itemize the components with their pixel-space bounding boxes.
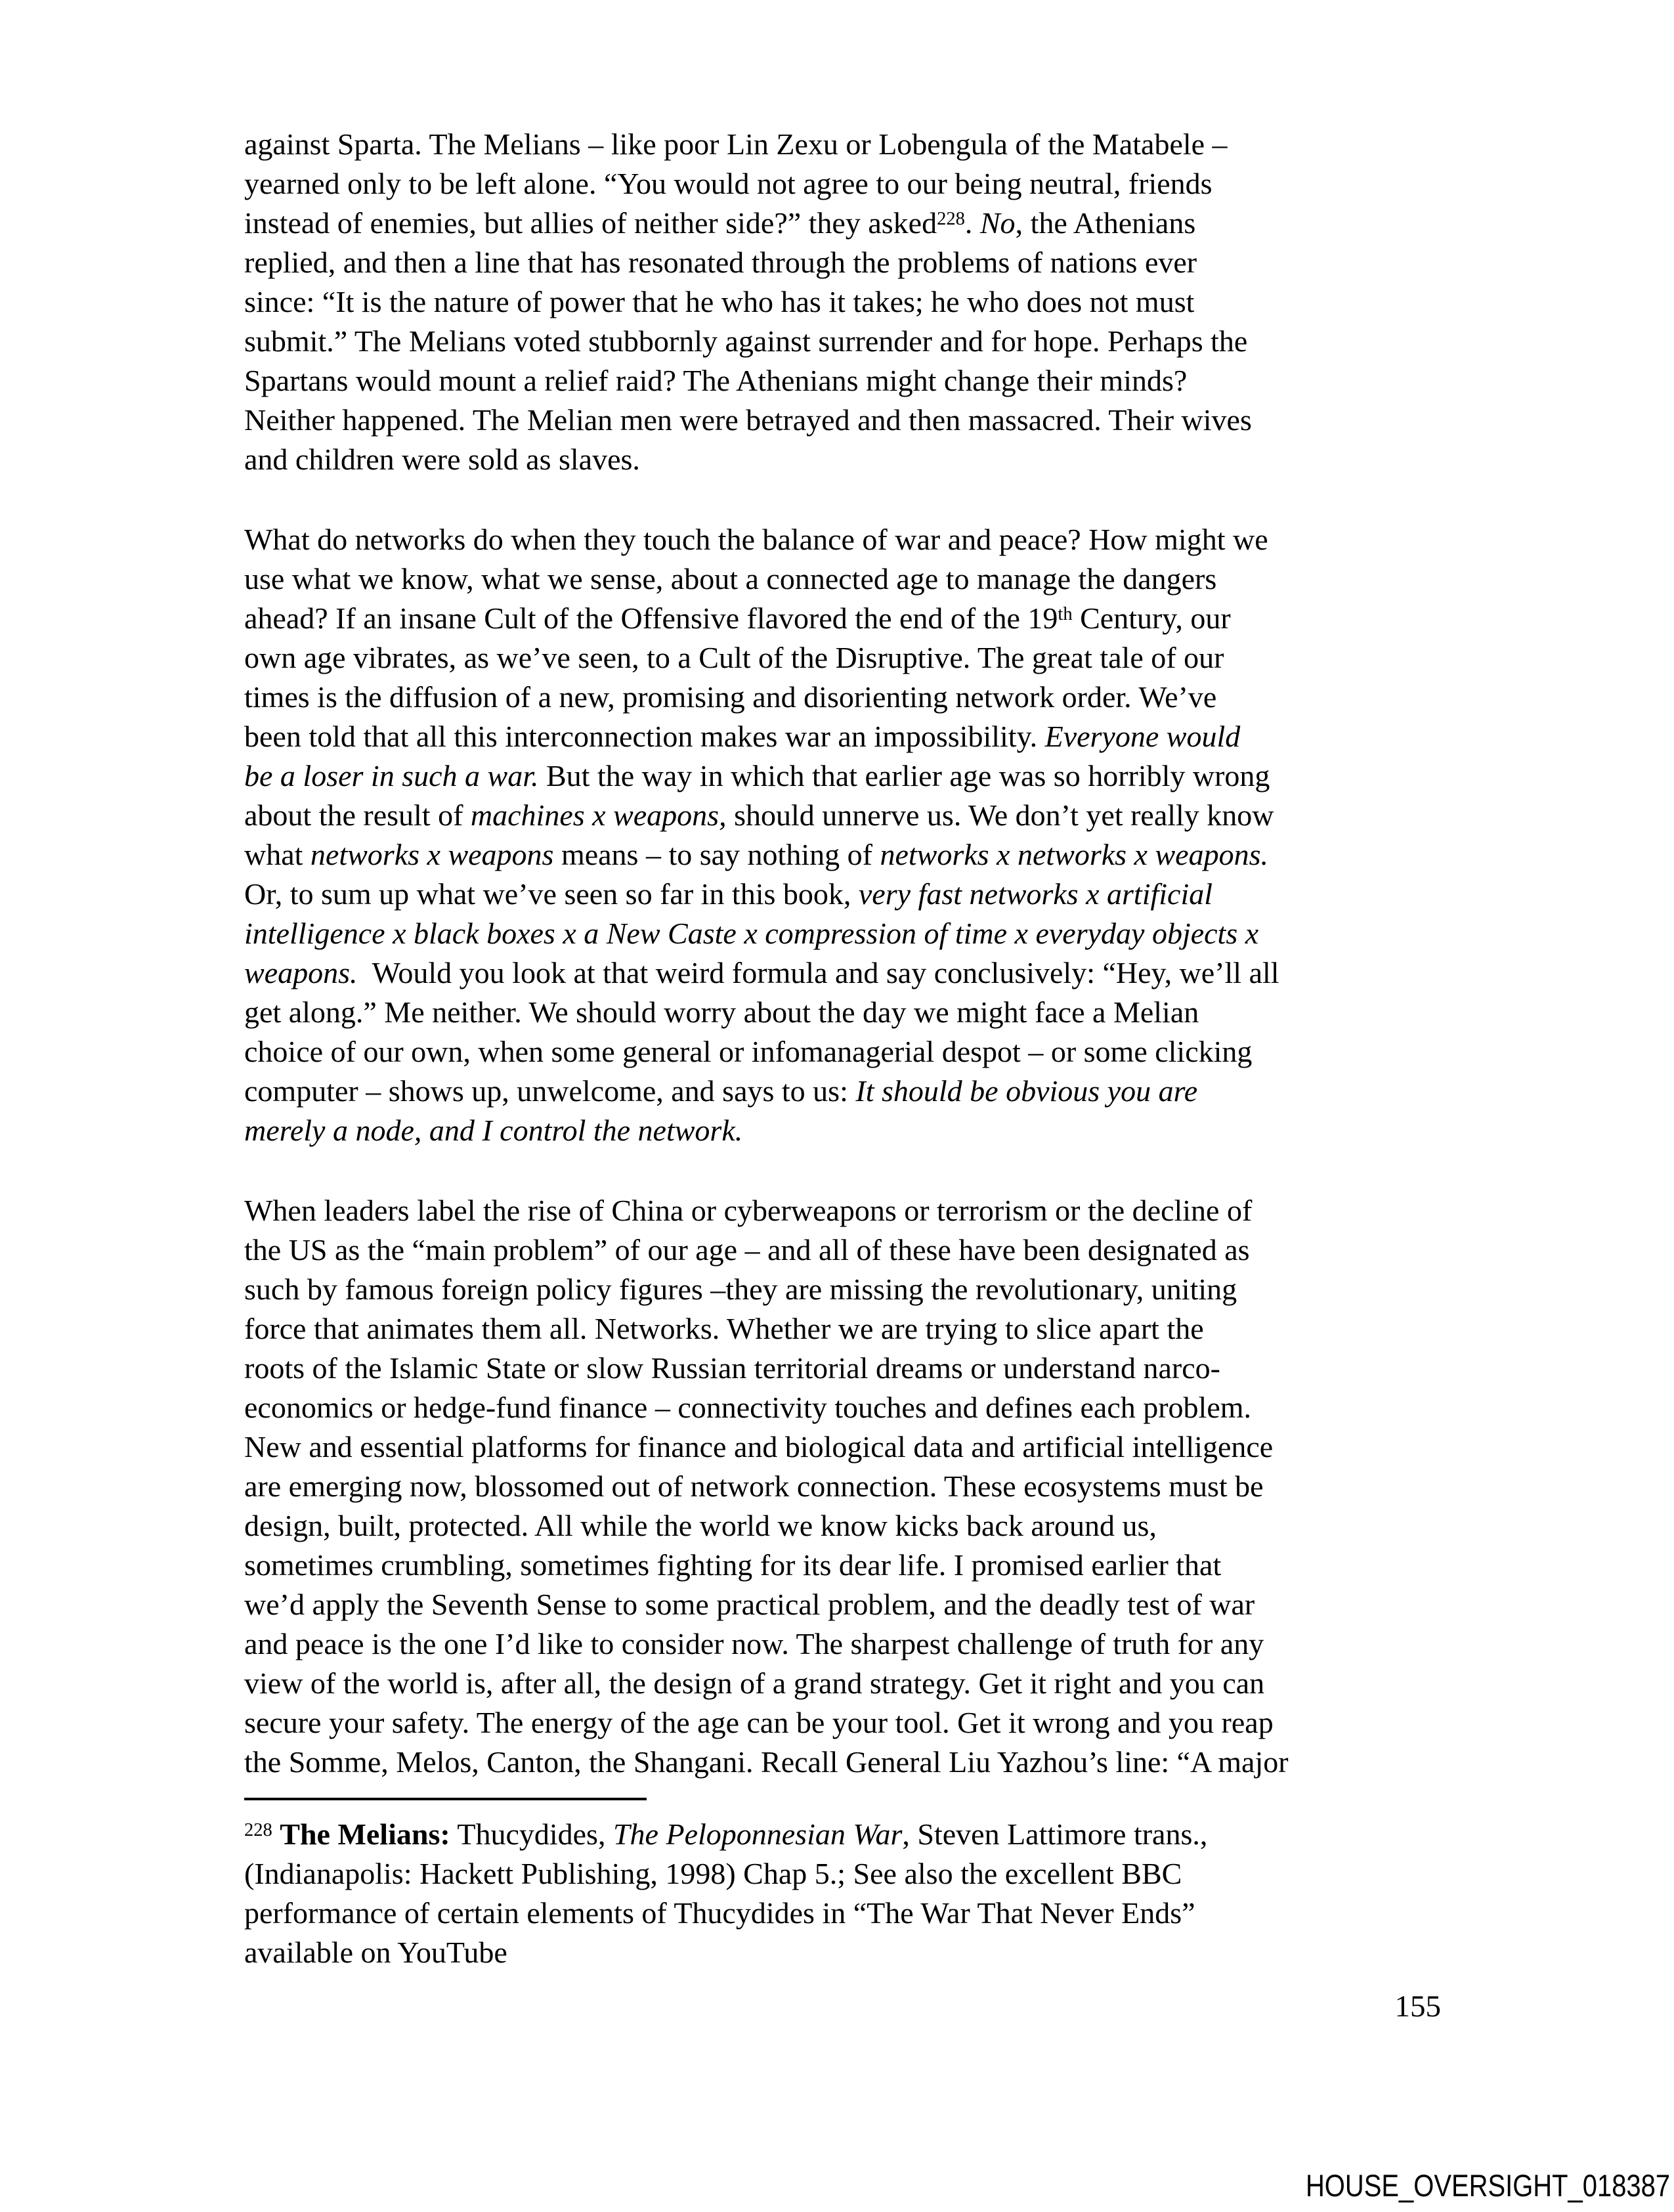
text-line: what networks x weapons means – to say nothing of networks x networks x weapons. bbox=[244, 838, 1268, 871]
text-line: are emerging now, blossomed out of network connection. These ecosystems must be bbox=[244, 1469, 1264, 1503]
footnote-separator bbox=[244, 1798, 647, 1800]
paragraph bbox=[244, 520, 1465, 1150]
text-line: performance of certain elements of Thucydides in “The War That Never Ends” bbox=[244, 1896, 1195, 1930]
text-line: $^{228}$ The Melians: Thucydides, The Peloponnesian War, Steven Lattimore trans., bbox=[244, 1817, 1208, 1851]
text-line: about the result of machines x weapons, should unnerve us. We don’t yet really know bbox=[244, 798, 1274, 832]
text-line: be a loser in such a war. But the way in which that earlier age was so horribly wrong bbox=[244, 759, 1270, 792]
text-line: and children were sold as slaves. bbox=[244, 443, 640, 476]
text-line: sometimes crumbling, sometimes fighting for its dear life. I promised earlier that bbox=[244, 1548, 1222, 1582]
text-line: replied, and then a line that has resonated through the problems of nations ever bbox=[244, 246, 1197, 279]
text-line: computer – shows up, unwelcome, and says to us: It should be obvious you are bbox=[244, 1074, 1198, 1108]
text-line: choice of our own, when some general or infomanagerial despot – or some clicking bbox=[244, 1035, 1253, 1068]
text-line: submit.” The Melians voted stubbornly against surrender and for hope. Perhaps the bbox=[244, 324, 1248, 358]
text-line: get along.” Me neither. We should worry about the day we might face a Melian bbox=[244, 995, 1199, 1029]
text-line: intelligence x black boxes x a New Caste x compression of time x everyday objects x bbox=[244, 917, 1259, 950]
text-line: Spartans would mount a relief raid? The Athenians might change their minds? bbox=[244, 364, 1188, 397]
page-number: 155 bbox=[1394, 1989, 1441, 2024]
text-line: times is the diffusion of a new, promising and disorienting network order. We’ve bbox=[244, 680, 1217, 714]
text-line: force that animates them all. Networks. Whether we are trying to slice apart the bbox=[244, 1312, 1204, 1345]
text-line: use what we know, what we sense, about a connected age to manage the dangers bbox=[244, 562, 1217, 596]
text-line: Neither happened. The Melian men were betrayed and then massacred. Their wives bbox=[244, 403, 1252, 437]
text-line: roots of the Islamic State or slow Russian territorial dreams or understand narco- bbox=[244, 1351, 1220, 1385]
text-line: been told that all this interconnection makes war an impossibility. Everyone would bbox=[244, 720, 1241, 753]
text-line: ahead? If an insane Cult of the Offensive flavored the end of the 19th Century, our bbox=[244, 601, 1231, 635]
text-line: the US as the “main problem” of our age – and all of these have been designated as bbox=[244, 1233, 1250, 1267]
text-line: When leaders label the rise of China or cyberweapons or terrorism or the decline of bbox=[244, 1194, 1253, 1227]
text-line: against Sparta. The Melians – like poor Lin Zexu or Lobengula of the Matabele – bbox=[244, 127, 1228, 161]
text-line: own age vibrates, as we’ve seen, to a Cult of the Disruptive. The great tale of our bbox=[244, 641, 1224, 674]
text-line: New and essential platforms for finance and biological data and artificial intelligence bbox=[244, 1430, 1274, 1464]
text-line: since: “It is the nature of power that he who has it takes; he who does not must bbox=[244, 285, 1195, 318]
text-line: and peace is the one I’d like to consider now. The sharpest challenge of truth for any bbox=[244, 1627, 1264, 1660]
text-line: weapons. Would you look at that weird formula and say conclusively: “Hey, we’ll all bbox=[244, 956, 1279, 989]
text-line: view of the world is, after all, the design of a grand strategy. Get it right and you can bbox=[244, 1666, 1265, 1700]
paragraph bbox=[244, 125, 1465, 479]
text-line: such by famous foreign policy figures –they are missing the revolutionary, uniting bbox=[244, 1272, 1237, 1306]
text-line: (Indianapolis: Hackett Publishing, 1998) Chap 5.; See also the excellent BBC bbox=[244, 1857, 1182, 1890]
body-text bbox=[244, 125, 1465, 1782]
footnote bbox=[244, 1815, 1465, 1972]
text-line: merely a node, and I control the network. bbox=[244, 1114, 743, 1147]
text-line: design, built, protected. All while the world we know kicks back around us, bbox=[244, 1509, 1157, 1542]
text-line: available on YouTube bbox=[244, 1936, 507, 1969]
text-line: we’d apply the Seventh Sense to some practical problem, and the deadly test of war bbox=[244, 1588, 1255, 1621]
text-line: Or, to sum up what we’ve seen so far in this book, very fast networks x artificial bbox=[244, 877, 1213, 911]
text-line: economics or hedge-fund finance – connectivity touches and defines each problem. bbox=[244, 1391, 1252, 1424]
bates-stamp: HOUSE_OVERSIGHT_018387 bbox=[1305, 2168, 1670, 2203]
text-line: secure your safety. The energy of the age can be your tool. Get it wrong and you reap bbox=[244, 1706, 1274, 1739]
text-line: the Somme, Melos, Canton, the Shangani. Recall General Liu Yazhou’s line: “A major bbox=[244, 1745, 1289, 1779]
text-line: What do networks do when they touch the balance of war and peace? How might we bbox=[244, 523, 1268, 556]
paragraph bbox=[244, 1191, 1465, 1782]
text-line: yearned only to be left alone. “You would not agree to our being neutral, friends bbox=[244, 167, 1213, 200]
text-line: instead of enemies, but allies of neither side?” they asked$^{228}$. No, the Athenians bbox=[244, 206, 1196, 240]
